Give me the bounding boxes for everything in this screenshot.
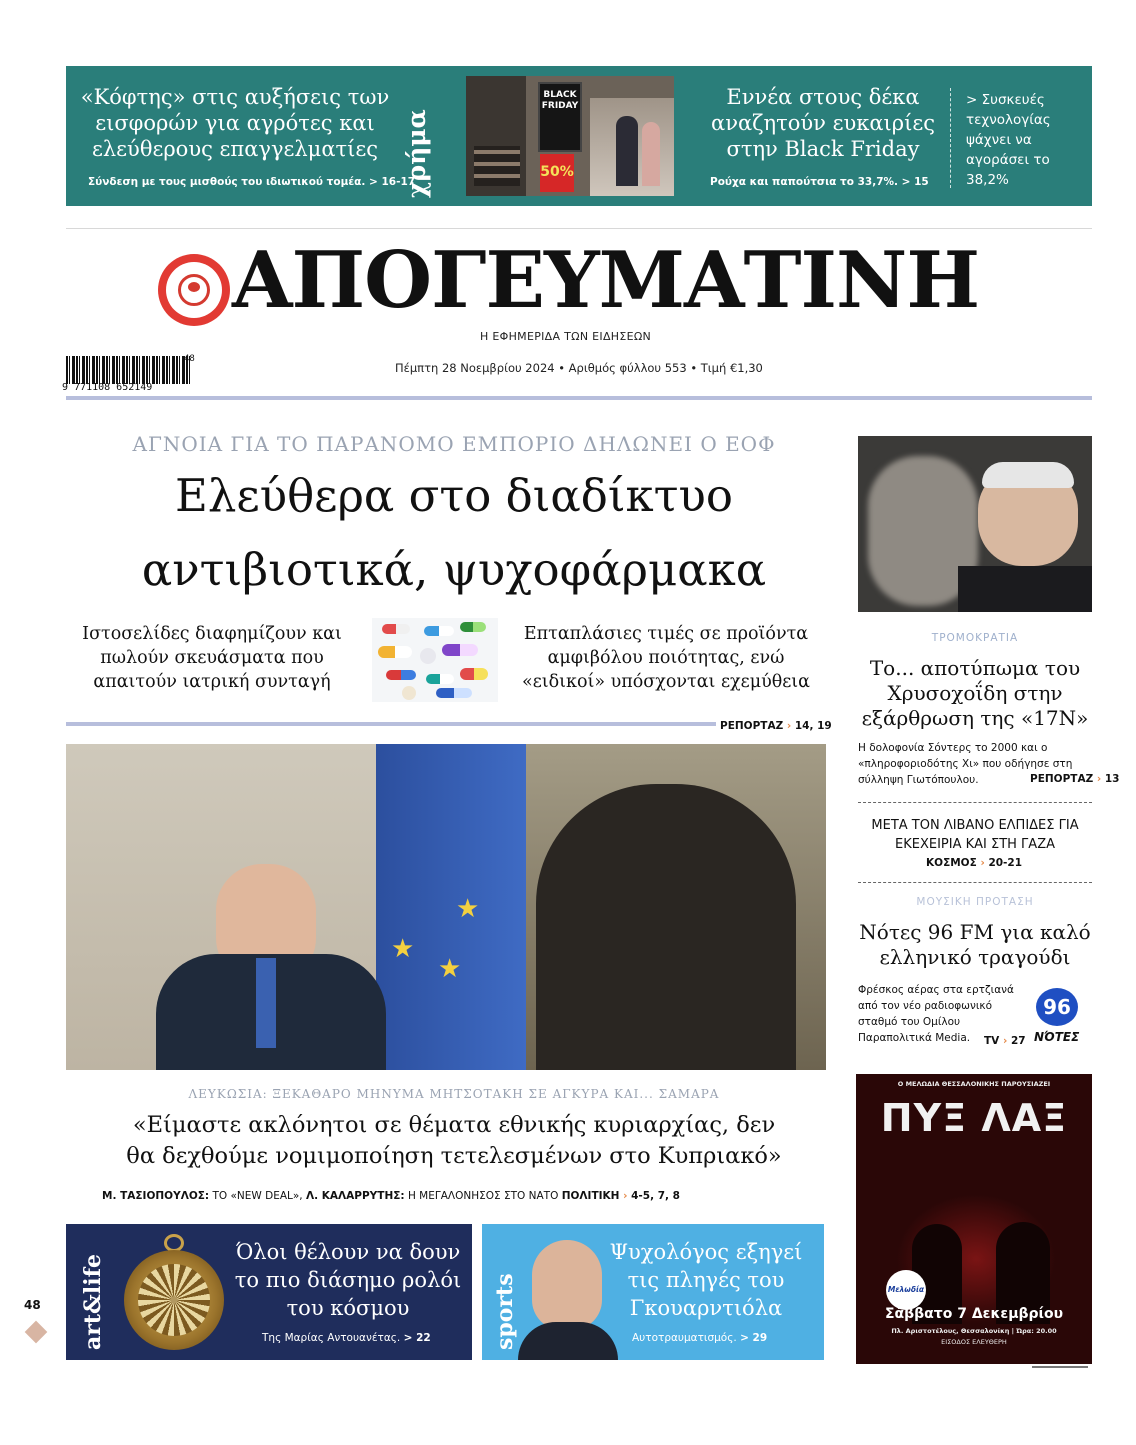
terror-headline[interactable]: Το... αποτύπωμα του Χρυσοχοΐδη στην εξάρθρωση της «17Ν» — [861, 656, 1089, 730]
terror-body: Η δολοφονία Σόντερς το 2000 και ο «πληροφοριοδότης Χι» που οδήγησε στη σύλληψη Γιωτόπουλου. — [858, 742, 1073, 786]
banner-section-label: χρήμα — [402, 109, 431, 198]
melodia-badge: Μελωδία — [886, 1270, 926, 1310]
interviewer-silhouette — [536, 784, 796, 1070]
logo-dot — [188, 282, 200, 292]
shopper-figure — [616, 116, 638, 186]
lead-headline-line2[interactable]: αντιβιοτικά, ψυχοφάρμακα — [141, 543, 767, 596]
terror-kicker: ΤΡΟΜΟΚΡΑΤΙΑ — [931, 632, 1019, 644]
notes-logo-word: ΝΌΤΕΣ — [1034, 1030, 1080, 1044]
banner-left-sub — [88, 176, 415, 188]
music-ref-pages: 27 — [1010, 1035, 1026, 1047]
lead-kicker: ΑΓΝΟΙΑ ΓΙΑ ΤΟ ΠΑΡΑΝΟΜΟ ΕΜΠΟΡΙΟ ΔΗΛΩΝΕΙ Ο ΕΟΦ — [132, 432, 776, 456]
banner-left-sub-text: Σύνδεση με τους μισθούς του ιδιωτικού τομέα. — [88, 176, 366, 188]
pills-illustration — [372, 618, 498, 702]
capsule-icon — [442, 644, 478, 656]
second-bylines — [102, 1190, 680, 1202]
eu-star-icon: ★ — [391, 934, 415, 964]
banner-rule — [66, 228, 1092, 229]
guardiola-jacket — [518, 1322, 618, 1360]
world-ref-pages: 20-21 — [988, 857, 1023, 869]
masthead-subtitle: Η ΕΦΗΜΕΡΙΔΑ ΤΩΝ ΕΙΔΗΣΕΩΝ — [480, 330, 652, 343]
banner-mid-ref: > 15 — [901, 176, 929, 188]
photo-shoe-rack — [474, 146, 520, 186]
second-headline-line1[interactable]: «Είμαστε ακλόνητοι σε θέματα εθνικής κυριαρχίας, δεν — [132, 1112, 776, 1138]
world-ref[interactable] — [926, 857, 1022, 869]
terror-ref[interactable] — [1030, 773, 1119, 785]
barcode — [66, 356, 192, 384]
masthead-rule — [66, 396, 1092, 400]
art-headline[interactable]: Όλοι θέλουν να δουν το πιο διάσημο ρολόι του κόσμου — [234, 1240, 462, 1320]
music-ref-label: TV — [984, 1035, 1000, 1047]
art-byline-text: Της Μαρίας Αντουανέτας. — [262, 1332, 401, 1344]
sports-promo[interactable] — [482, 1224, 824, 1360]
sports-byline-text: Αυτοτραυματισμός. — [632, 1332, 737, 1344]
sidebar-divider — [858, 802, 1092, 803]
ad-venue: Πλ. Αριστοτέλους, Θεσσαλονίκη | Ώρα: 20.00 — [891, 1327, 1057, 1335]
ad-title: ΠΥΞ ΛΑΞ — [880, 1096, 1068, 1140]
masthead-logo-icon — [158, 254, 230, 326]
music-headline[interactable]: Νότες 96 FM για καλό ελληνικό τραγούδι — [859, 920, 1091, 969]
guardiola-face — [532, 1240, 602, 1330]
ref-arrow-icon: › — [623, 1190, 628, 1202]
ad-entry: ΕΙΣΟΔΟΣ ΕΛΕΥΘΕΡΗ — [941, 1338, 1007, 1346]
banner-right-text[interactable]: > Συσκευές τεχνολογίας ψάχνει να αγοράσει το 38,2% — [966, 92, 1051, 188]
terror-ref-label: ΡΕΠΟΡΤΑΖ — [1030, 773, 1094, 785]
second-headline-line2[interactable]: θα δεχθούμε νομιμοποίηση τετελεσμένων στο Κυπριακό» — [126, 1143, 782, 1169]
tablet-icon — [420, 648, 436, 664]
terror-ref-pages: 13 — [1104, 773, 1120, 785]
capsule-icon — [426, 674, 454, 684]
sports-byline — [632, 1332, 767, 1344]
sports-ref: > 29 — [740, 1332, 768, 1344]
ref-arrow-icon: › — [786, 720, 792, 732]
banner-mid-headline[interactable]: Εννέα στους δέκα αναζητούν ευκαιρίες στην Black Friday — [711, 85, 935, 161]
second-kicker: ΛΕΥΚΩΣΙΑ: ΞΕΚΑΘΑΡΟ ΜΗΝΥΜΑ ΜΗΤΣΟΤΑΚΗ ΣΕ ΑΓΚΥΡΑ ΚΑΙ... ΣΑΜΑΡΑ — [188, 1087, 720, 1101]
black-friday-sign — [538, 82, 582, 152]
art-ref: > 22 — [403, 1332, 431, 1344]
sports-headline[interactable]: Ψυχολόγος εξηγεί τις πληγές του Γκουαρντιόλα — [609, 1240, 803, 1320]
lead-deck-left: Ιστοσελίδες διαφημίζουν και πωλούν σκευάσματα που απαιτούν ιατρική συνταγή — [82, 624, 342, 692]
lead-rule — [66, 722, 716, 726]
lead-ref[interactable] — [720, 720, 832, 732]
sale-percent: 50% — [540, 164, 574, 180]
lead-deck-right: Επταπλάσιες τιμές σε προϊόντα αμφιβόλου ποιότητας, ενώ «ειδικοί» υπόσχονται εχεμύθεια — [522, 624, 810, 692]
music-body: Φρέσκος αέρας στα ερτζιανά από τον νέο ραδιοφωνικό σταθμό του Ομίλου Παραπολιτικά Media. — [858, 984, 1014, 1044]
banner-divider — [950, 88, 951, 188]
barcode-number: 9 771108 652149 — [62, 382, 153, 393]
banner-mid-sub — [710, 176, 929, 188]
ad-date: Σάββατο 7 Δεκεμβρίου — [884, 1306, 1064, 1322]
lead-ref-label: ΡΕΠΟΡΤΑΖ — [720, 720, 784, 732]
barcode-addon: 48 — [184, 354, 195, 364]
chrysochoidis-photo[interactable] — [858, 436, 1092, 612]
notes-96-logo[interactable]: 96 — [1036, 988, 1078, 1026]
capsule-icon — [460, 622, 486, 632]
capsule-icon — [378, 646, 412, 658]
banner-mid-sub-text: Ρούχα και παπούτσια το 33,7%. — [710, 176, 899, 188]
ad-sponsor-line — [1032, 1366, 1088, 1368]
pocket-watch-image — [118, 1234, 230, 1350]
banner-left-ref: > 16-17 — [369, 176, 416, 188]
eu-flag — [376, 744, 526, 1070]
watch-movement — [138, 1264, 210, 1336]
byline2-text: Η ΜΕΓΑΛΟΝΗΣΟΣ ΣΤΟ ΝΑΤΟ — [407, 1190, 559, 1202]
tablet-icon — [402, 686, 416, 700]
art-life-label: art&life — [80, 1253, 106, 1350]
man-jacket — [958, 566, 1092, 612]
world-ref-label: ΚΟΣΜΟΣ — [926, 857, 977, 869]
capsule-icon — [382, 624, 410, 634]
page-marker-icon — [25, 1321, 48, 1344]
second-ref-label: ΠΟΛΙΤΙΚΗ — [561, 1190, 620, 1202]
page-number: 48 — [24, 1298, 41, 1312]
sidebar-divider — [858, 882, 1092, 883]
music-ref[interactable] — [984, 1035, 1026, 1047]
man-hair — [982, 462, 1074, 488]
byline1-text: ΤΟ «NEW DEAL», — [212, 1190, 303, 1202]
masthead-title[interactable]: ΑΠΟΓΕΥΜΑΤΙΝΗ — [232, 235, 980, 326]
art-byline — [262, 1332, 431, 1344]
top-banner — [66, 66, 1092, 206]
concert-ad[interactable] — [856, 1074, 1092, 1364]
shopper-figure-2 — [642, 122, 660, 186]
mitsotakis-photo[interactable] — [66, 744, 826, 1070]
art-life-promo[interactable] — [66, 1224, 472, 1360]
byline1-name: Μ. ΤΑΣΙΟΠΟΥΛΟΣ: — [102, 1190, 210, 1202]
lead-ref-pages: 14, 19 — [794, 720, 832, 732]
ref-arrow-icon: › — [980, 857, 985, 869]
ad-top-line: Ο ΜΕΛΩΔΙΑ ΘΕΣΣΑΛΟΝΙΚΗΣ ΠΑΡΟΥΣΙΑΖΕΙ — [897, 1080, 1051, 1088]
capsule-icon — [424, 626, 454, 636]
capsule-icon — [460, 668, 488, 680]
black-friday-photo[interactable] — [466, 76, 674, 196]
banner-left-headline[interactable]: «Κόφτης» στις αυξήσεις των εισφορών για αγρότες και ελεύθερους επαγγελματίες — [80, 85, 390, 161]
music-kicker: ΜΟΥΣΙΚΗ ΠΡΟΤΑΣΗ — [916, 896, 1034, 908]
capsule-icon — [386, 670, 416, 680]
sale-sign — [540, 154, 574, 192]
issue-line: Πέμπτη 28 Νοεμβρίου 2024 • Αριθμός φύλλου 553 • Τιμή €1,30 — [395, 361, 763, 375]
lead-headline-line1[interactable]: Ελεύθερα στο διαδίκτυο — [175, 469, 733, 522]
pm-tie — [256, 958, 276, 1048]
ref-arrow-icon: › — [1096, 773, 1102, 785]
second-ref[interactable] — [562, 1190, 680, 1202]
world-headline[interactable]: ΜΕΤΑ ΤΟΝ ΛΙΒΑΝΟ ΕΛΠΙΔΕΣ ΓΙΑ ΕΚΕΧΕΙΡΙΑ ΚΑΙ ΣΤΗ ΓΑΖΑ — [871, 818, 1079, 852]
eu-star-icon: ★ — [438, 954, 462, 984]
capsule-icon — [436, 688, 472, 698]
sports-label: sports — [492, 1273, 518, 1350]
sign-text: BLACK FRIDAY — [541, 90, 579, 111]
ref-arrow-icon: › — [1002, 1035, 1008, 1047]
eu-star-icon: ★ — [456, 894, 480, 924]
second-ref-pages: 4-5, 7, 8 — [631, 1190, 680, 1202]
byline2-name: Λ. ΚΑΛΑΡΡΥΤΗΣ: — [306, 1190, 405, 1202]
